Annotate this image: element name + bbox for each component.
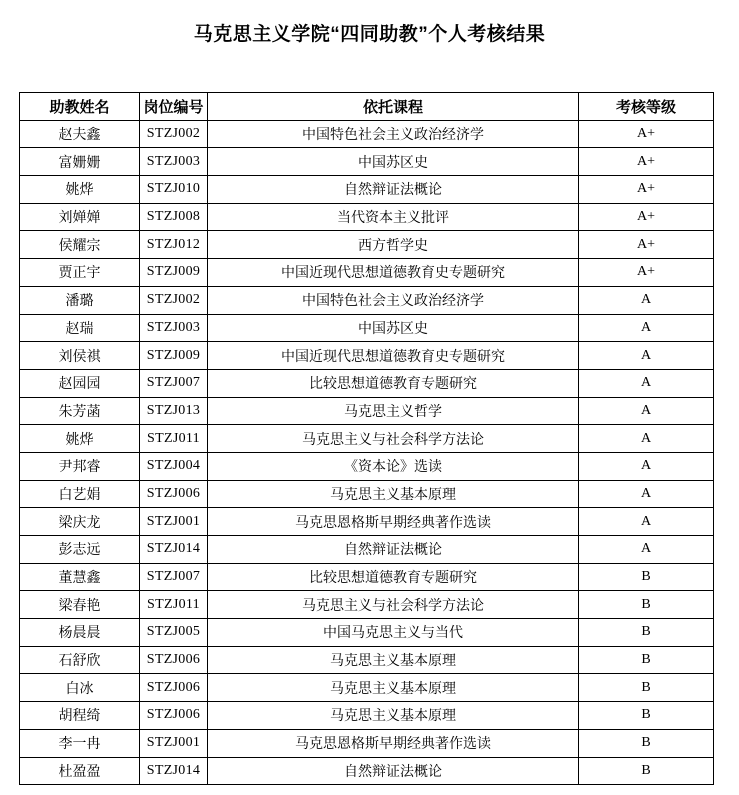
cell-assistant-name: 彭志远 xyxy=(20,536,140,564)
cell-position-code: STZJ002 xyxy=(140,120,208,148)
cell-grade: A xyxy=(579,314,714,342)
cell-assistant-name: 潘璐 xyxy=(20,286,140,314)
cell-assistant-name: 赵园园 xyxy=(20,369,140,397)
cell-course: 马克思主义基本原理 xyxy=(208,646,579,674)
cell-position-code: STZJ008 xyxy=(140,203,208,231)
cell-position-code: STZJ006 xyxy=(140,674,208,702)
header-grade: 考核等级 xyxy=(579,93,714,121)
cell-grade: A xyxy=(579,369,714,397)
cell-grade: B xyxy=(579,757,714,785)
cell-assistant-name: 刘侯祺 xyxy=(20,342,140,370)
cell-position-code: STZJ007 xyxy=(140,369,208,397)
cell-assistant-name: 杜盈盈 xyxy=(20,757,140,785)
cell-grade: A xyxy=(579,508,714,536)
cell-position-code: STZJ014 xyxy=(140,536,208,564)
cell-position-code: STZJ004 xyxy=(140,452,208,480)
cell-course: 中国马克思主义与当代 xyxy=(208,619,579,647)
cell-grade: B xyxy=(579,674,714,702)
table-row xyxy=(20,702,714,730)
cell-course: 比较思想道德教育专题研究 xyxy=(208,563,579,591)
table-row xyxy=(20,259,714,287)
cell-grade: A+ xyxy=(579,148,714,176)
cell-assistant-name: 梁庆龙 xyxy=(20,508,140,536)
cell-course: 马克思主义与社会科学方法论 xyxy=(208,425,579,453)
cell-position-code: STZJ014 xyxy=(140,757,208,785)
cell-course: 中国近现代思想道德教育史专题研究 xyxy=(208,342,579,370)
header-assistant-name: 助教姓名 xyxy=(20,93,140,121)
page-title: 马克思主义学院“四同助教”个人考核结果 xyxy=(193,24,546,45)
table-row xyxy=(20,397,714,425)
cell-position-code: STZJ012 xyxy=(140,231,208,259)
cell-assistant-name: 胡程绮 xyxy=(20,702,140,730)
cell-position-code: STZJ009 xyxy=(140,259,208,287)
cell-grade: A xyxy=(579,452,714,480)
cell-position-code: STZJ011 xyxy=(140,425,208,453)
cell-grade: A xyxy=(579,425,714,453)
results-table xyxy=(19,92,714,785)
cell-course: 马克思主义与社会科学方法论 xyxy=(208,591,579,619)
cell-assistant-name: 石舒欣 xyxy=(20,646,140,674)
header-course: 依托课程 xyxy=(208,93,579,121)
cell-position-code: STZJ010 xyxy=(140,176,208,204)
cell-course: 马克思主义哲学 xyxy=(208,397,579,425)
table-row xyxy=(20,563,714,591)
cell-position-code: STZJ001 xyxy=(140,508,208,536)
cell-course: 当代资本主义批评 xyxy=(208,203,579,231)
cell-grade: A xyxy=(579,342,714,370)
table-header-row xyxy=(20,93,714,121)
cell-assistant-name: 尹邦睿 xyxy=(20,452,140,480)
cell-grade: A+ xyxy=(579,120,714,148)
cell-assistant-name: 白冰 xyxy=(20,674,140,702)
cell-course: 中国苏区史 xyxy=(208,148,579,176)
table-row xyxy=(20,369,714,397)
cell-grade: A+ xyxy=(579,231,714,259)
cell-assistant-name: 李一冉 xyxy=(20,729,140,757)
cell-course: 中国苏区史 xyxy=(208,314,579,342)
cell-position-code: STZJ006 xyxy=(140,646,208,674)
table-row xyxy=(20,231,714,259)
cell-position-code: STZJ003 xyxy=(140,148,208,176)
cell-assistant-name: 董慧鑫 xyxy=(20,563,140,591)
cell-grade: A xyxy=(579,536,714,564)
table-row xyxy=(20,729,714,757)
cell-grade: B xyxy=(579,619,714,647)
cell-course: 马克思主义基本原理 xyxy=(208,480,579,508)
cell-position-code: STZJ007 xyxy=(140,563,208,591)
cell-assistant-name: 刘婵婵 xyxy=(20,203,140,231)
cell-grade: A xyxy=(579,397,714,425)
cell-assistant-name: 贾正宇 xyxy=(20,259,140,287)
header-position-code: 岗位编号 xyxy=(140,93,208,121)
table-row xyxy=(20,536,714,564)
cell-position-code: STZJ006 xyxy=(140,702,208,730)
cell-assistant-name: 赵夫鑫 xyxy=(20,120,140,148)
table-row xyxy=(20,674,714,702)
table-row xyxy=(20,203,714,231)
cell-course: 马克思恩格斯早期经典著作选读 xyxy=(208,729,579,757)
cell-assistant-name: 杨晨晨 xyxy=(20,619,140,647)
cell-grade: B xyxy=(579,563,714,591)
table-row xyxy=(20,148,714,176)
cell-grade: A+ xyxy=(579,203,714,231)
cell-position-code: STZJ009 xyxy=(140,342,208,370)
cell-assistant-name: 白艺娟 xyxy=(20,480,140,508)
table-row xyxy=(20,176,714,204)
cell-grade: A+ xyxy=(579,176,714,204)
cell-grade: B xyxy=(579,646,714,674)
cell-course: 马克思主义基本原理 xyxy=(208,674,579,702)
cell-assistant-name: 侯耀宗 xyxy=(20,231,140,259)
table-row xyxy=(20,120,714,148)
table-row xyxy=(20,619,714,647)
cell-grade: B xyxy=(579,702,714,730)
cell-assistant-name: 梁春艳 xyxy=(20,591,140,619)
table-row xyxy=(20,314,714,342)
table-row xyxy=(20,646,714,674)
cell-course: 中国特色社会主义政治经济学 xyxy=(208,286,579,314)
cell-position-code: STZJ001 xyxy=(140,729,208,757)
table-row xyxy=(20,508,714,536)
cell-course: 自然辩证法概论 xyxy=(208,536,579,564)
cell-position-code: STZJ002 xyxy=(140,286,208,314)
cell-position-code: STZJ003 xyxy=(140,314,208,342)
cell-assistant-name: 富姗姗 xyxy=(20,148,140,176)
cell-course: 自然辩证法概论 xyxy=(208,176,579,204)
cell-course: 《资本论》选读 xyxy=(208,452,579,480)
cell-position-code: STZJ005 xyxy=(140,619,208,647)
table-body xyxy=(20,120,714,785)
cell-grade: A+ xyxy=(579,259,714,287)
cell-course: 马克思主义基本原理 xyxy=(208,702,579,730)
cell-grade: A xyxy=(579,480,714,508)
table-row xyxy=(20,480,714,508)
cell-position-code: STZJ006 xyxy=(140,480,208,508)
cell-assistant-name: 朱芳菡 xyxy=(20,397,140,425)
table-row xyxy=(20,342,714,370)
cell-position-code: STZJ011 xyxy=(140,591,208,619)
table-row xyxy=(20,757,714,785)
cell-grade: B xyxy=(579,729,714,757)
table-row xyxy=(20,286,714,314)
cell-course: 西方哲学史 xyxy=(208,231,579,259)
cell-assistant-name: 姚烨 xyxy=(20,176,140,204)
table-row xyxy=(20,425,714,453)
cell-course: 比较思想道德教育专题研究 xyxy=(208,369,579,397)
cell-course: 中国近现代思想道德教育史专题研究 xyxy=(208,259,579,287)
cell-course: 马克思恩格斯早期经典著作选读 xyxy=(208,508,579,536)
cell-course: 中国特色社会主义政治经济学 xyxy=(208,120,579,148)
cell-grade: A xyxy=(579,286,714,314)
cell-assistant-name: 姚烨 xyxy=(20,425,140,453)
cell-position-code: STZJ013 xyxy=(140,397,208,425)
table-row xyxy=(20,452,714,480)
table-row xyxy=(20,591,714,619)
cell-assistant-name: 赵瑞 xyxy=(20,314,140,342)
cell-course: 自然辩证法概论 xyxy=(208,757,579,785)
cell-grade: B xyxy=(579,591,714,619)
